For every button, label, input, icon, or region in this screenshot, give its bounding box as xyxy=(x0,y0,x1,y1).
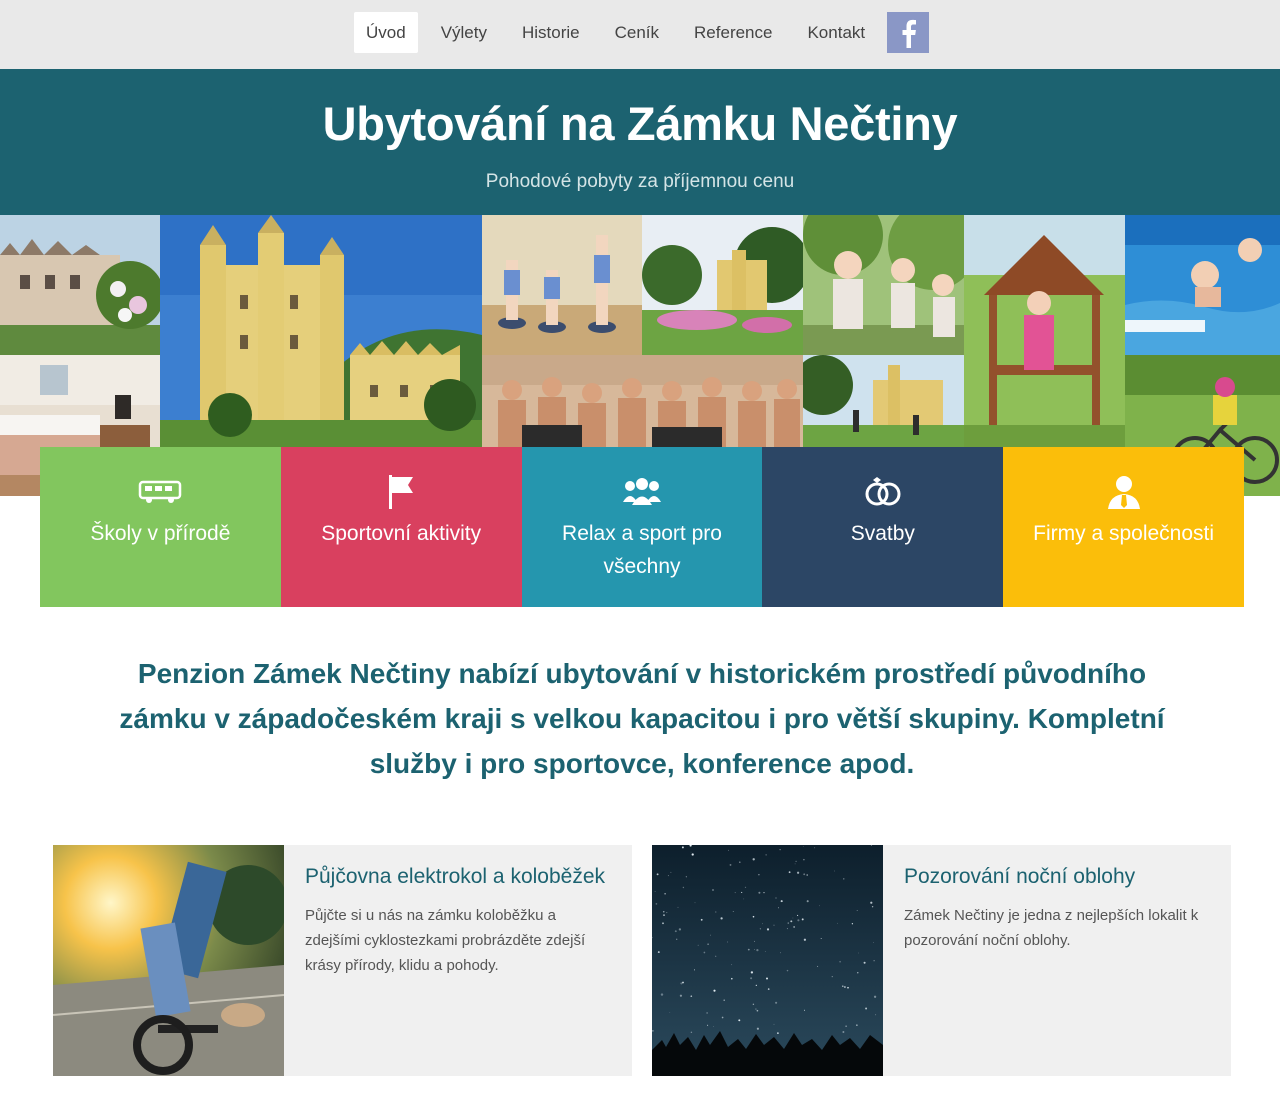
scooter-photo xyxy=(53,845,284,1076)
nav-item-historie[interactable]: Historie xyxy=(521,23,580,42)
businessman-icon xyxy=(1003,475,1244,509)
castle-main-photo xyxy=(160,215,482,447)
card-rental[interactable] xyxy=(53,845,632,1076)
tile-label: Školy v přírodě xyxy=(90,522,231,545)
castle-football-photo xyxy=(803,355,964,447)
nav-item-kontakt[interactable]: Kontakt xyxy=(807,23,866,42)
tile-label: Firmy a společnosti xyxy=(1033,522,1215,545)
kids-outdoor-photo xyxy=(803,215,964,355)
facebook-button[interactable] xyxy=(887,12,929,53)
tile-skoly-v-prirode[interactable] xyxy=(40,447,281,607)
category-tiles xyxy=(40,447,1244,607)
tile-sportovni-aktivity[interactable] xyxy=(281,447,522,607)
playground-photo xyxy=(964,215,1125,447)
nav-item-uvod[interactable]: Úvod xyxy=(354,12,418,53)
facebook-icon xyxy=(898,18,918,48)
rings-icon xyxy=(762,475,1003,509)
bus-icon xyxy=(40,475,281,509)
tile-firmy-a-spolecnosti[interactable] xyxy=(1003,447,1244,607)
tile-label: Svatby xyxy=(850,522,915,545)
card-title[interactable]: Pozorování noční oblohy xyxy=(904,865,1136,888)
flag-icon xyxy=(281,475,522,509)
hero-subtitle: Pohodové pobyty za příjemnou cenu xyxy=(485,171,795,192)
nav-item-vylety[interactable]: Výlety xyxy=(440,23,487,42)
top-navigation xyxy=(0,0,1280,69)
card-text: Půjčte si u nás na zámku koloběžku a zdejšími cyklostezkami probrázděte zdejší krásy přírody, klidu a pohody. xyxy=(305,907,586,974)
nav-item-reference[interactable]: Reference xyxy=(694,23,773,42)
tile-svatby[interactable] xyxy=(762,447,1003,607)
intro-text: Penzion Zámek Nečtiny nabízí ubytování v historickém prostředí původního zámku v západočeském kraji s velkou kapacitou i pro větší skupiny. Kompletní služby i pro sportovce, konference apod. xyxy=(119,658,1165,779)
group-icon xyxy=(522,475,763,509)
kids-exercise-photo xyxy=(482,215,642,355)
castle-park-photo xyxy=(642,215,803,355)
card-text: Zámek Nečtiny je jedna z nejlepších lokalit k pozorování noční oblohy. xyxy=(904,907,1199,949)
nav-menu xyxy=(354,12,888,53)
pool-photo xyxy=(1125,215,1280,355)
night-sky-photo xyxy=(652,845,883,1076)
card-title[interactable]: Půjčovna elektrokol a koloběžek xyxy=(305,865,606,888)
castle-garden-photo xyxy=(0,215,160,355)
nav-item-cenik[interactable]: Ceník xyxy=(614,23,660,42)
hero-banner xyxy=(0,69,1280,215)
hero-title: Ubytování na Zámku Nečtiny xyxy=(322,97,958,150)
sportsmen-group-photo xyxy=(482,355,803,447)
card-night-sky[interactable] xyxy=(652,845,1231,1076)
tile-label: Relax a sport pro všechny xyxy=(562,522,722,578)
tile-label: Sportovní aktivity xyxy=(321,522,482,545)
tile-relax-a-sport[interactable] xyxy=(522,447,763,607)
